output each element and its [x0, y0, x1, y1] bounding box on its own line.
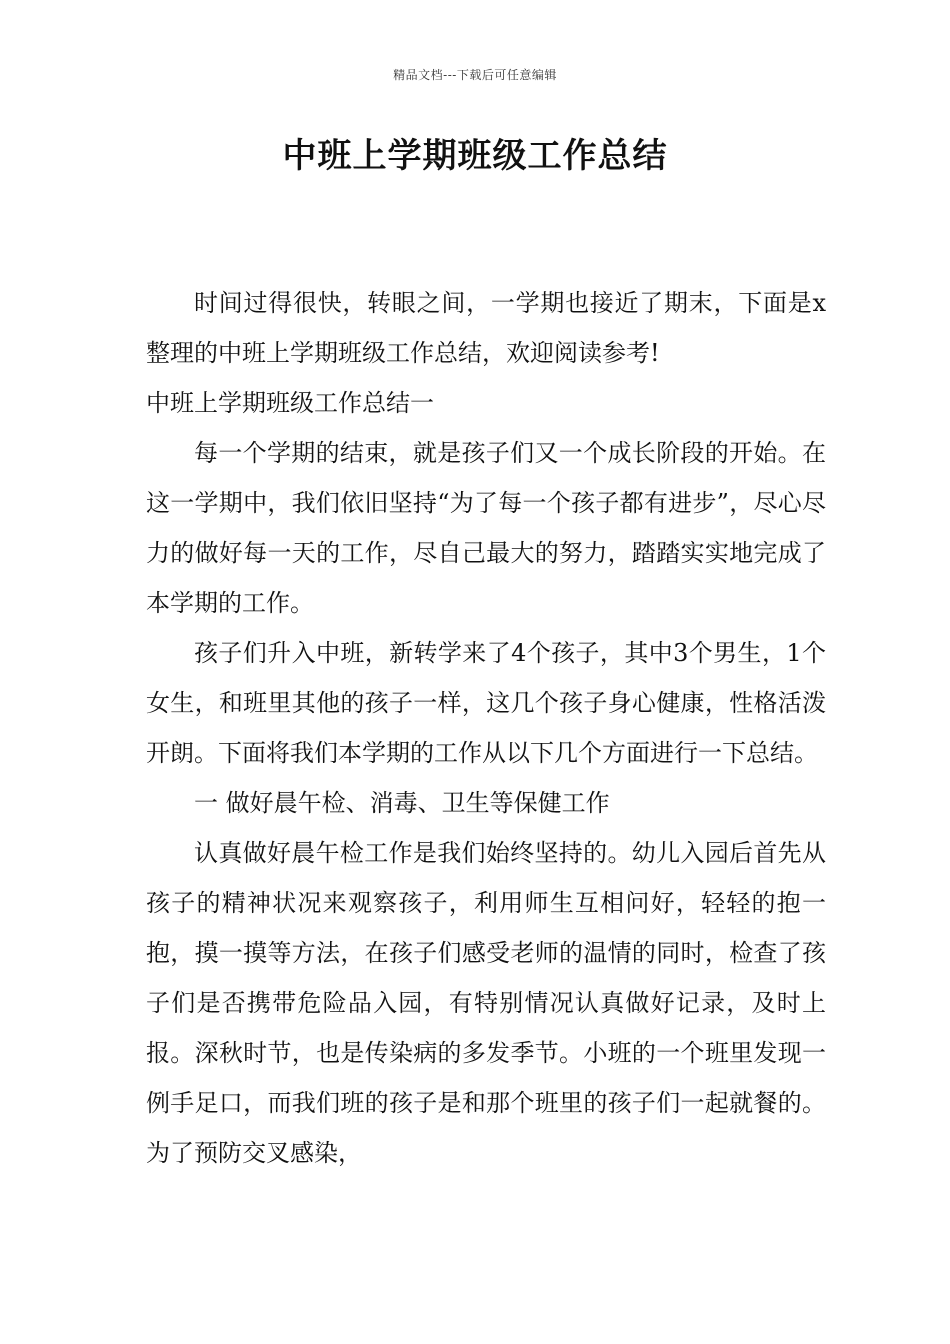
- section-heading: 中班上学期班级工作总结一: [146, 389, 434, 417]
- document-body: [146, 278, 826, 1178]
- paragraph-1: 每一个学期的结束，就是孩子们又一个成长阶段的开始。在这一学期中，我们依旧坚持“为了每一个孩子都有进步”，尽心尽力的做好每一天的工作，尽自己最大的努力，踏踏实实地完成了本学期的工作。: [146, 439, 826, 617]
- intro-paragraph: 时间过得很快，转眼之间，一学期也接近了期末，下面是x整理的中班上学期班级工作总结，欢迎阅读参考!: [146, 289, 826, 367]
- paragraph-3: 认真做好晨午检工作是我们始终坚持的。幼儿入园后首先从孩子的精神状况来观察孩子，利用师生互相问好，轻轻的抱一抱，摸一摸等方法，在孩子们感受老师的温情的同时，检查了孩子们是否携带危险品入园，有特别情况认真做好记录，及时上报。深秋时节，也是传染病的多发季节。小班的一个班里发现一例手足口，而我们班的孩子是和那个班里的孩子们一起就餐的。为了预防交叉感染，: [146, 839, 826, 1167]
- document-title: 中班上学期班级工作总结: [282, 136, 668, 176]
- paragraph-2: 孩子们升入中班，新转学来了4个孩子，其中3个男生，1个女生，和班里其他的孩子一样，这几个孩子身心健康，性格活泼开朗。下面将我们本学期的工作从以下几个方面进行一下总结。: [146, 639, 826, 767]
- page-header: 精品文档---下载后可任意编辑: [393, 68, 557, 82]
- subheading-1: 一 做好晨午检、消毒、卫生等保健工作: [194, 789, 610, 817]
